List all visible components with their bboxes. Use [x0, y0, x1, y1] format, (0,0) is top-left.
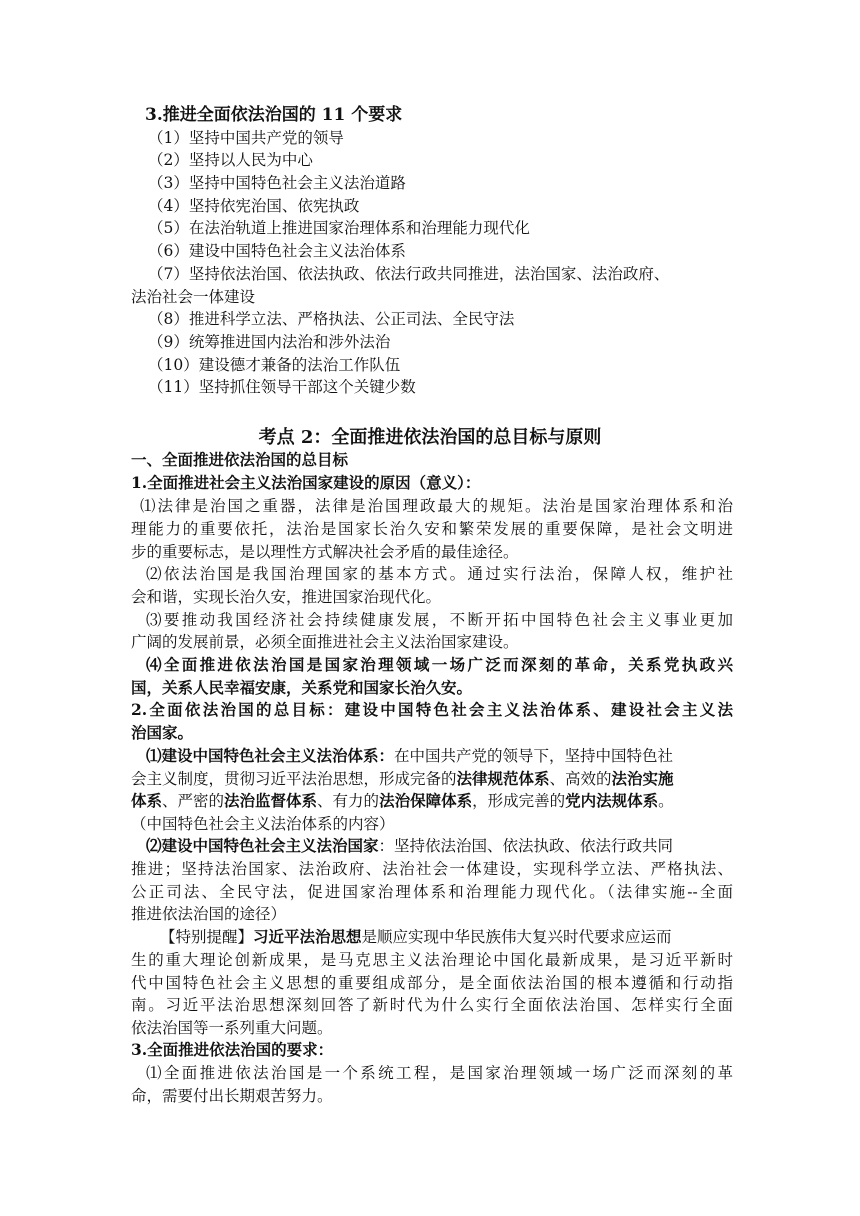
paragraph-line: 广阔的发展前景，必须全面推进社会主义法治国家建设。: [131, 633, 519, 651]
paragraph-line: 理能力的重要依托，法治是国家长治久安和繁荣发展的重要保障，是社会文明进: [131, 520, 733, 538]
paragraph-heading: 3.全面推进依法治国的要求：: [131, 1040, 334, 1059]
bold-term: 法治保障体系: [379, 791, 473, 810]
list-item: （6）建设中国特色社会主义法治体系: [148, 242, 406, 260]
paragraph-line: 依法治国等一系列重大问题。: [131, 1019, 333, 1037]
paragraph-line: 推进依法治国的途径）: [131, 905, 287, 923]
paragraph-line: 命，需要付出长期艰苦努力。: [131, 1087, 333, 1105]
list-item: （5）在法治轨道上推进国家治理体系和治理能力现代化: [148, 219, 530, 237]
paragraph-heading: 2.全面依法治国的总目标：建设中国特色社会主义法治体系、建设社会主义法: [131, 700, 733, 719]
paragraph-line: ⑷全面推进依法治国是国家治理领域一场广泛而深刻的革命，关系党执政兴: [146, 655, 733, 674]
paragraph-line: 步的重要标志，是以理性方式解决社会矛盾的最佳途径。: [131, 543, 519, 561]
paragraph-line: ⑵依法治国是我国治理国家的基本方式。通过实行法治，保障人权，维护社: [146, 565, 733, 583]
paragraph-line: 体系、严密的法治监督体系、有力的法治保障体系，形成完善的党内法规体系。: [131, 791, 674, 810]
kaodian-title: 考点 2：全面推进依法治国的总目标与原则: [258, 427, 602, 448]
paragraph-line: 公正司法、全民守法，促进国家治理体系和治理能力现代化。（法律实施--全面: [131, 883, 733, 901]
paragraph-line: ⑶要推动我国经济社会持续健康发展，不断开拓中国特色社会主义事业更加: [146, 611, 733, 629]
list-item: （3）坚持中国特色社会主义法治道路: [148, 174, 406, 192]
paragraph-line: 【特别提醒】习近平法治思想是顺应实现中华民族伟大复兴时代要求应运而: [160, 927, 672, 946]
list-item-continuation: 法治社会一体建设: [131, 288, 256, 306]
list-item: （11）坚持抓住领导干部这个关键少数: [148, 378, 416, 396]
paragraph-line: （中国特色社会主义法治体系的内容）: [131, 815, 395, 833]
goal2-lead: ⑵建设中国特色社会主义法治国家: [146, 836, 379, 855]
list-item: （9）统筹推进国内法治和涉外法治: [148, 333, 391, 351]
paragraph-line: 推进；坚持法治国家、法治政府、法治社会一体建设，实现科学立法、严格执法、: [131, 860, 733, 878]
list-item: （2）坚持以人民为中心: [148, 151, 313, 169]
bold-term: 党内法规体系: [565, 791, 659, 810]
list-item: （4）坚持依宪治国、依宪执政: [148, 197, 360, 215]
paragraph-line: ⑴建设中国特色社会主义法治体系：在中国共产党的领导下，坚持中国特色社: [146, 746, 674, 765]
paragraph-line: ⑵建设中国特色社会主义法治国家：坚持依法治国、依法执政、依法行政共同: [146, 836, 674, 855]
paragraph-line: 生的重大理论创新成果，是马克思主义法治理论中国化最新成果，是习近平新时: [131, 951, 733, 969]
paragraph-heading: 1.全面推进社会主义法治国家建设的原因（意义）：: [131, 473, 481, 492]
paragraph-line: ⑴法律是治国之重器，法律是治国理政最大的规矩。法治是国家治理体系和治: [140, 497, 733, 515]
paragraph-line: ⑴全面推进依法治国是一个系统工程，是国家治理领域一场广泛而深刻的革: [146, 1064, 733, 1082]
bold-term: 法治实施: [611, 769, 674, 788]
list-item: （8）推进科学立法、严格执法、公正司法、全民守法: [148, 310, 515, 328]
goal1-lead: ⑴建设中国特色社会主义法治体系：: [146, 746, 395, 765]
bold-term: 法治监督体系: [224, 791, 318, 810]
paragraph-line: 南。习近平法治思想深刻回答了新时代为什么实行全面依法治国、怎样实行全面: [131, 996, 733, 1014]
reminder-tag: 【特别提醒】: [160, 928, 254, 946]
list-item: （10）建设德才兼备的法治工作队伍: [148, 356, 401, 374]
bold-term: 法律规范体系: [456, 769, 550, 788]
part-heading: 一、全面推进依法治国的总目标: [131, 450, 349, 469]
paragraph-line: 会和谐，实现长治久安，推进国家治现代化。: [131, 588, 442, 606]
list-item: （7）坚持依法治国、依法执政、依法行政共同推进，法治国家、法治政府、: [148, 265, 670, 283]
section-heading: 3.推进全面依法治国的 11 个要求: [145, 105, 403, 125]
bold-term: 体系: [131, 791, 163, 810]
bold-term: 习近平法治思想: [253, 927, 362, 946]
paragraph-line: 国，关系人民幸福安康，关系党和国家长治久安。: [131, 678, 473, 697]
paragraph-line: 代中国特色社会主义思想的重要组成部分，是全面依法治国的根本遵循和行动指: [131, 974, 733, 992]
paragraph-line: 会主义制度，贯彻习近平法治思想，形成完备的法律规范体系、高效的法治实施: [131, 769, 674, 788]
paragraph-heading: 治国家。: [131, 723, 194, 742]
list-item: （1）坚持中国共产党的领导: [148, 129, 344, 147]
